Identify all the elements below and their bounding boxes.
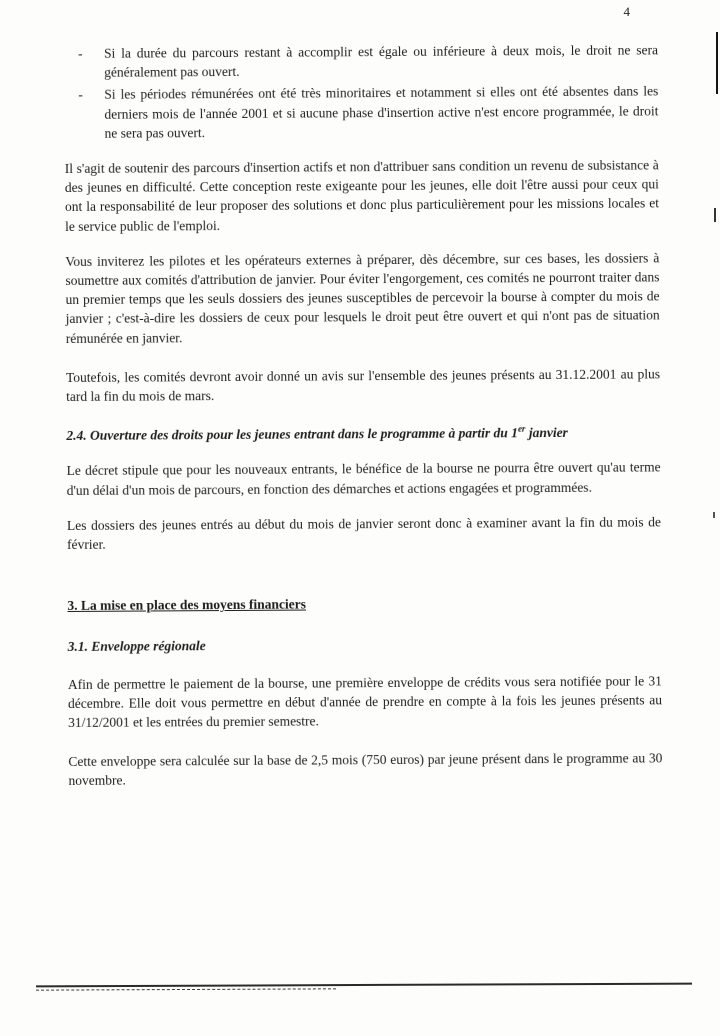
heading-enveloppe-regionale: 3.1. Enveloppe régionale [67,638,206,655]
page-number: 4 [623,4,630,19]
bullet-item [64,82,658,143]
heading-ouverture-sup: er [517,423,526,434]
paragraph-decret: Le décret stipule que pour les nouveaux entrants, le bénéfice de la bourse ne pourra être ouvert qu'au terme d'un délai d'un mois de parcours, en fonction des démarches et actions engagées et programmées. [66,459,661,498]
heading-ouverture-text: 2.4. Ouverture des droits pour les jeunes entrant dans le programme à partir du 1 [66,425,518,444]
scan-artifact [716,32,718,94]
page-content [64,40,663,806]
bullet-list [64,40,659,143]
paragraph-enveloppe-credits: Afin de permettre le paiement de la bourse, une première enveloppe de crédits vous sera notifiée pour le 31 décembre. Elle doit vous permettre en début d'année de prendre en compte à la fois les jeunes présents au 31/12/2001 et les entrées du premier semestre. [67,673,663,731]
bullet-text: Si la durée du parcours restant à accomplir est égale ou inférieure à deux mois, le droit ne sera généralement pas ouvert. [104,42,659,80]
dash-icon: - [78,87,83,103]
heading-ouverture-suffix: janvier [525,425,568,441]
heading-moyens-financiers-text: 3. La mise en place des moyens financiers [67,596,306,614]
paragraph-calcul-enveloppe: Cette enveloppe sera calculée sur la base de 2,5 mois (750 euros) par jeune présent dans le programme au 30 novembre. [68,750,663,789]
dash-icon: - [78,45,83,61]
heading-moyens-financiers [67,593,661,616]
paragraph-dossiers-janvier: Les dossiers des jeunes entrés au début du mois de janvier seront donc à examiner avant la fin du mois de février. [66,514,661,553]
paragraph-insertion-actifs: Il s'agit de soutenir des parcours d'insertion actifs et non d'attribuer sans condition un revenu de subsistance à des jeunes en difficulté. Cette conception reste exigeante pour les jeunes, elle doit l'être aussi pour ceux qui ont la responsabilité de leur proposer des solutions et donc plus particulièrement pour les missions locales et le service public de l'emploi. [64,157,660,234]
bullet-text: Si les périodes rémunérées ont été très minoritaires et notamment si elles ont été absentes dans les derniers mois de l'année 2001 et si aucune phase d'insertion active n'est encore programmée, le droit ne sera pas ouvert. [104,83,659,141]
heading-ouverture-droits [66,423,660,446]
paragraph-toutefois: Toutefois, les comités devront avoir donné un avis sur l'ensemble des jeunes présents au 31.12.2001 au plus tard la fin du mois de mars. [65,366,661,405]
bullet-item [64,40,658,82]
paragraph-comites-attribution: Vous inviterez les pilotes et les opérateurs externes à préparer, dès décembre, sur ces bases, les dossiers à soumettre aux comités d'attribution de janvier. Pour éviter l'engorgement, ces comités ne pourront traiter dans un premier temps que les seuls dossiers des jeunes susceptibles de percevoir la bourse à compter du mois de janvier ; c'est-à-dire les dossiers de ceux pour lesquels le droit peut être ouvert et qui n'ont pas de situation rémunérée en janvier. [65,250,660,346]
bottom-rule [36,983,692,988]
scan-artifact [714,208,716,222]
scan-artifact [713,512,715,518]
bottom-rule-dashes [36,988,336,990]
